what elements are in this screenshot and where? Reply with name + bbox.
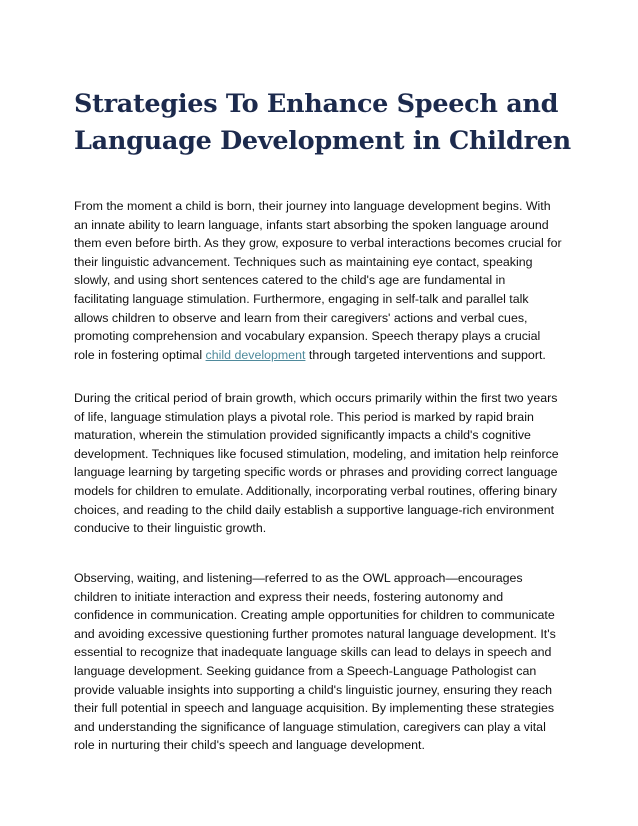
paragraph-intro <box>74 197 562 364</box>
paragraph-intro-text-end: through targeted interventions and support. <box>305 347 546 362</box>
paragraph-brain-growth: During the critical period of brain growth, which occurs primarily within the first two years of life, language stimulation plays a pivotal role. This period is marked by rapid brain maturation, wherein the stimulation provided significantly impacts a child's cognitive development. Techniques like focused stimulation, modeling, and imitation help reinforce language learning by targeting specific words or phrases and providing correct language models for children to emulate. Additionally, incorporating verbal routines, offering binary choices, and reading to the child daily establish a supportive language-rich environment conducive to their linguistic growth. <box>74 391 559 536</box>
child-development-link[interactable]: child development <box>205 347 306 362</box>
document-title: Strategies To Enhance Speech and Language Development in Children <box>74 89 571 156</box>
paragraph-intro-text: From the moment a child is born, their journey into language development begins. With an innate ability to learn language, infants start absorbing the spoken language around them even before birth. As they grow, exposure to verbal interactions becomes crucial for their linguistic advancement. Techniques such as maintaining eye contact, speaking slowly, and using short sentences catered to the child's age are fundamental in facilitating language stimulation. Furthermore, engaging in self-talk and parallel talk allows children to observe and learn from their caregivers' actions and verbal cues, promoting comprehension and vocabulary expansion. Speech therapy plays a crucial role in fostering optimal <box>74 199 562 362</box>
paragraph-owl-approach: Observing, waiting, and listening—referred to as the OWL approach—encourages children to initiate interaction and express their needs, fostering autonomy and confidence in communication. Creating ample opportunities for children to communicate and avoiding excessive questioning further promotes natural language development. It's essential to recognize that inadequate language skills can lead to delays in speech and language development. Seeking guidance from a Speech-Language Pathologist can provide valuable insights into supporting a child's linguistic journey, ensuring they reach their full potential in speech and language acquisition. By implementing these strategies and understanding the significance of language stimulation, caregivers can play a vital role in nurturing their child's speech and language development. <box>74 571 556 753</box>
